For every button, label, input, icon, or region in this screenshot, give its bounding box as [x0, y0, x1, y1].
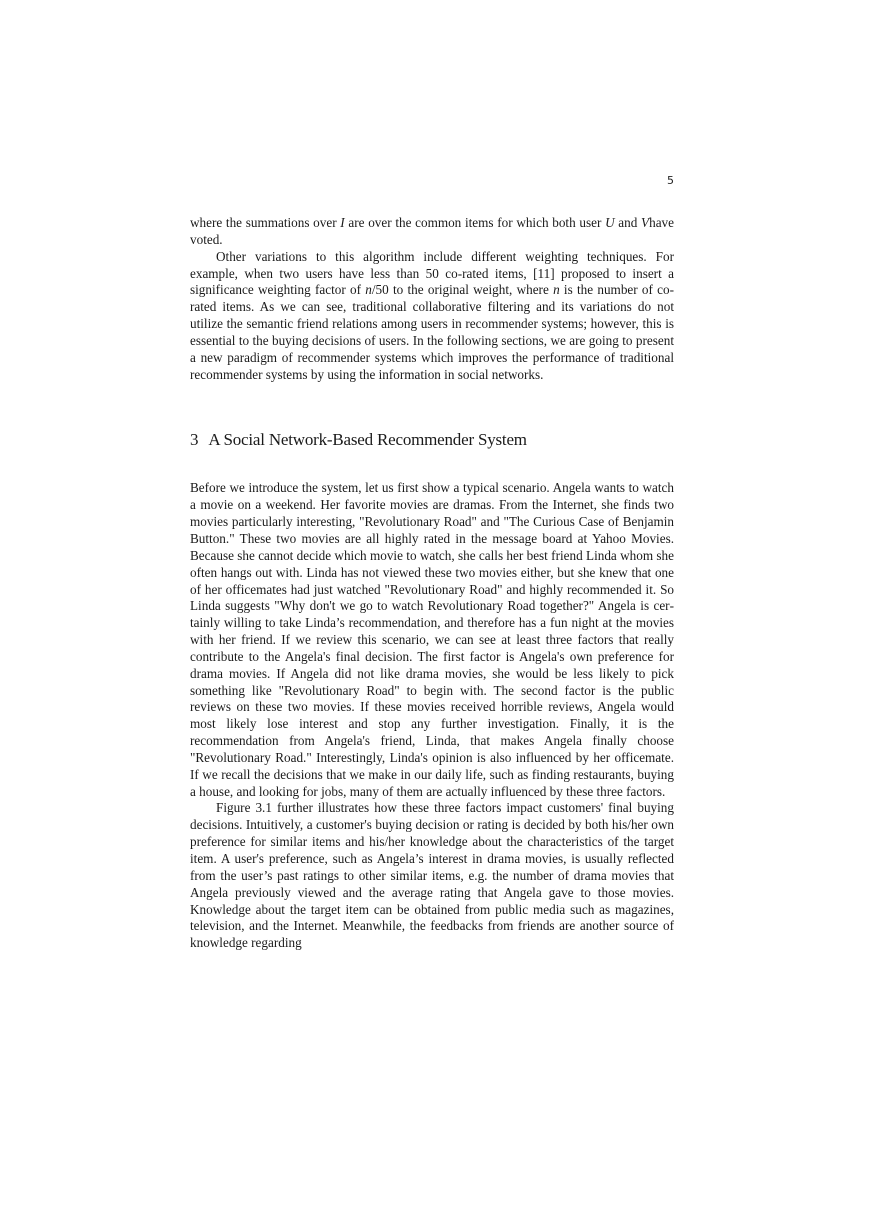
intro-paragraph-2 [190, 249, 674, 384]
section-paragraph-2: Figure 3.1 further illustrates how these three factors impact customers' final buying decisions. Intuitively, a customer's buying decision or rating is decided by both his/her own preference for similar items and his/her knowledge about the characteristics of the target item. A user's preference, such as Angela’s interest in drama movies, is usually reflected from the user’s past ratings to other similar items, e.g. the number of drama movies that Angela previously viewed and the average rating that Angela gave to those movies. Knowledge about the target item can be obtained from public media such as magazines, television, and the Internet. Meanwhile, the feedbacks from friends are another source of knowledge regarding [190, 800, 674, 951]
section-title: A Social Network-Based Recommender System [208, 430, 527, 450]
text-run: and [614, 215, 642, 230]
math-variable: I [340, 215, 345, 230]
text-run: are over the common items for which both user [344, 215, 606, 230]
section-heading [190, 429, 674, 451]
page-content [190, 215, 674, 952]
math-variable: U [605, 215, 615, 230]
text-run: Other variations to this algorithm include different weighting techniques. For example, when two users have less than 50 co-rated items, [11] proposed to insert a significance weighting factor of [190, 248, 674, 298]
section-number: 3 [190, 430, 199, 450]
text-run: where the summations over [190, 215, 341, 230]
math-variable: n [553, 282, 560, 298]
text-run: is the number of co-rated items. As we can see, traditional collaborative filtering and its variations do not utilize the semantic friend relations among users in recommender systems; however, this is essential to the buying decisions of users. In the following sections, we are going to present a new paradigm of recommender systems which improves the performance of traditional recommender systems by using the information in social networks. [190, 282, 675, 382]
text-run: /50 to the original weight, where [371, 282, 554, 298]
text-run: have voted. [190, 215, 674, 247]
math-variable: n [365, 282, 372, 298]
section-body [190, 480, 674, 952]
section-paragraph-1: Before we introduce the system, let us first show a typical scenario. Angela wants to watch a movie on a weekend. Her favorite movies are dramas. From the Internet, she finds two movies particularly interesting, "Revolutionary Road" and "The Curious Case of Benjamin Button." These two movies are all highly rated in the message board at Yahoo Movies. Because she cannot decide which movie to watch, she calls her best friend Linda whom she often hangs out with. Linda has not viewed these two movies either, but she knew that one of her officemates had just watched "Revolutionary Road" and highly recommended it. So Linda suggests "Why don't we go to watch Revolutionary Road together?" Angela is certainly willing to take Linda’s recommendation, and therefore has a fun night at the movies with her friend. If we review this scenario, we can see at least three factors that really contribute to the Angela's final decision. The first factor is Angela's own preference for drama movies. If Angela did not like drama movies, she would be less likely to pick something like "Revolutionary Road" to begin with. The second factor is the public reviews on these two movies. If these movies received horrible reviews, Angela would most likely lose interest and stop any further investigation. Finally, it is the recommendation from Angela's friend, Linda, that makes Angela finally choose "Revolutionary Road." Interestingly, Linda's opinion is also influenced by her officemate. If we recall the decisions that we make in our daily life, such as finding restaurants, buying a house, and looking for jobs, many of them are actually influenced by these three factors. [190, 480, 674, 799]
math-variable: V [641, 215, 650, 230]
intro-paragraph-1 [190, 215, 674, 249]
page-number: 5 [667, 174, 674, 187]
